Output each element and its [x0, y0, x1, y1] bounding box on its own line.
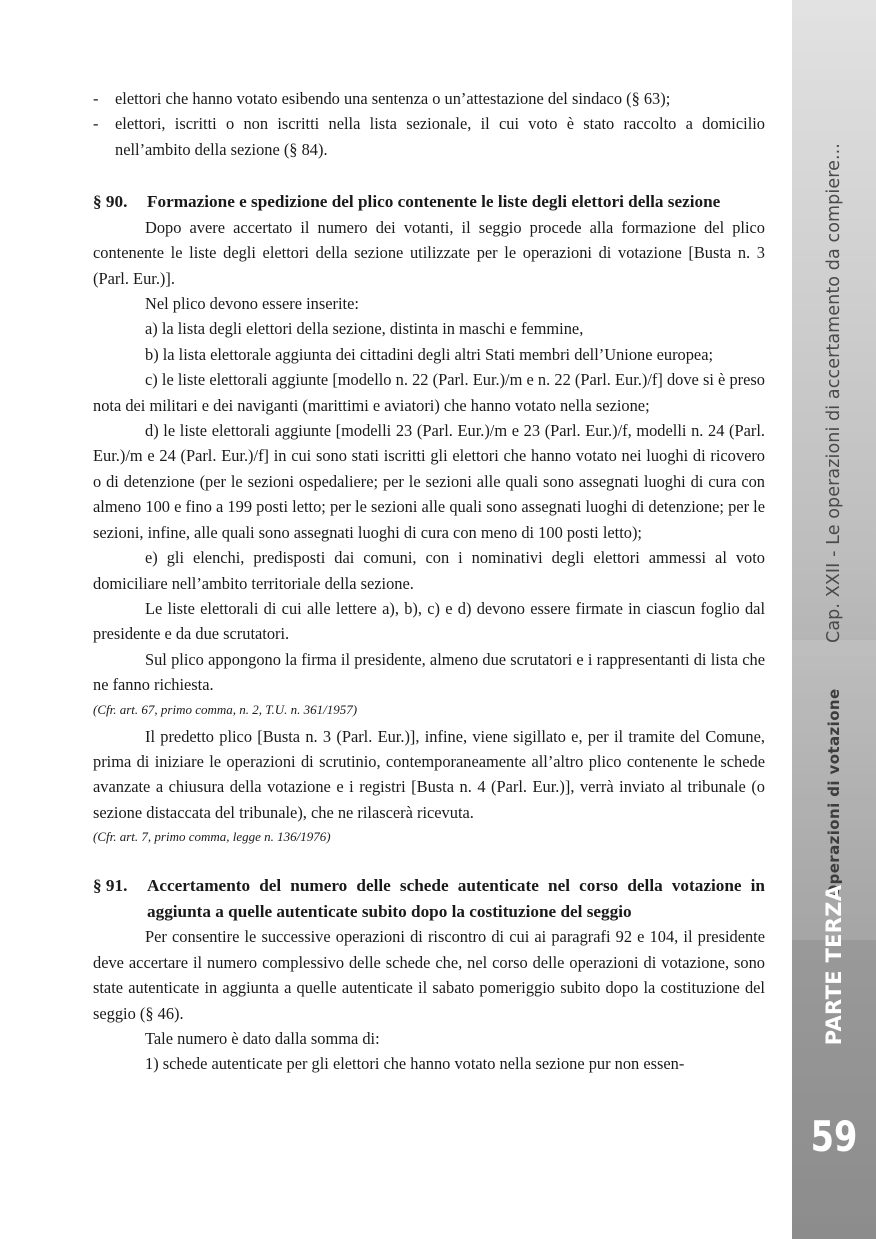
page-body	[93, 86, 765, 1077]
list-item: a) la lista degli elettori della sezione, distinta in maschi e femmine,	[145, 319, 584, 339]
list-item: e) gli elenchi, predisposti dai comuni, con i nominativi degli elettori ammessi al voto domiciliare nell’ambito territoriale della sezione.	[93, 548, 765, 593]
section-91-heading	[93, 873, 765, 924]
paragraph: Le liste elettorali di cui alle lettere a), b), c) e d) devono essere firmate in ciascun foglio dal presidente e da due scrutatori.	[93, 598, 765, 644]
section-number: § 90.	[93, 192, 128, 212]
list-item: b) la lista elettorale aggiunta dei cittadini degli altri Stati membri dell’Unione europea;	[145, 344, 714, 364]
paragraph: Nel plico devono essere inserite:	[145, 294, 359, 314]
dash-bullet: -	[93, 89, 99, 108]
sidebar-part-title: PARTE TERZA	[822, 884, 846, 1046]
list-item: d) le liste elettorali aggiunte [modelli 23 (Parl. Eur.)/m e 23 (Parl. Eur.)/f, modelli n. 24 (Parl. Eur.)/m e 24 (Parl. Eur.)/f] in cui sono stati iscritti gli elettori che hanno votato nei luoghi di ricovero o di detenzione (per le sezioni ospedaliere; per le sezioni alle quali sono assegnati luoghi di cura con almeno 100 e fino a 199 posti letto; per le sezioni alle quali sono assegnati luoghi di detenzione; per le sezioni, infine, alle quali sono assegnati luoghi di cura con meno di 100 posti letto);	[93, 421, 765, 542]
paragraph: Dopo avere accertato il numero dei votanti, il seggio procede alla formazione del plico contenente le liste degli elettori della sezione utilizzate per le operazioni di votazione [Busta n. 3 (Parl. Eur.)].	[93, 217, 765, 288]
section-90-heading	[93, 189, 765, 215]
paragraph: Il predetto plico [Busta n. 3 (Parl. Eur.)], infine, viene sigillato e, per il tramite del Comune, prima di iniziare le operazioni di scrutinio, contemporaneamente all’altro plico contenente le schede avanzate a chiusura della votazione e i registri [Busta n. 4 (Parl. Eur.)], verrà inviato al tribunale (o sezione distaccata del tribunale), che ne rilascerà ricevuta.	[93, 726, 765, 822]
section-title: Accertamento del numero delle schede autenticate nel corso della votazione in aggiunta a quelle autenticate subito dopo la costituzione del seggio	[147, 876, 765, 921]
paragraph: Sul plico appongono la firma il presidente, almeno due scrutatori e i rappresentanti di lista che ne fanno richiesta.	[93, 649, 765, 695]
section-number: § 91.	[93, 876, 128, 896]
list-item: - elettori che hanno votato esibendo una sentenza o un’attestazione del sindaco (§ 63);	[93, 86, 765, 111]
paragraph: 1) schede autenticate per gli elettori che hanno votato nella sezione pur non essen-	[145, 1054, 685, 1074]
chapter-sidebar	[792, 0, 876, 1239]
list-item: c) le liste elettorali aggiunte [modello n. 22 (Parl. Eur.)/m e n. 22 (Parl. Eur.)/f] dove si è preso nota dei militari e dei naviganti (marittimi e aviatori) che hanno votato nella sezione;	[93, 370, 765, 415]
page-number: 59	[810, 1112, 858, 1161]
list-item: - elettori, iscritti o non iscritti nella lista sezionale, il cui voto è stato raccolto a domicilio nell’ambito della sezione (§ 84).	[93, 111, 765, 162]
sidebar-chapter-title: Cap. XXII - Le operazioni di accertamento da compiere...	[824, 143, 844, 643]
section-title: Formazione e spedizione del plico contenente le liste degli elettori della sezione	[147, 192, 721, 212]
legal-reference: (Cfr. art. 67, primo comma, n. 2, T.U. n. 361/1957)	[93, 701, 358, 717]
paragraph: Tale numero è dato dalla somma di:	[145, 1028, 380, 1048]
sidebar-section-title: Operazioni di votazione	[825, 688, 843, 898]
legal-reference: (Cfr. art. 7, primo comma, legge n. 136/1976)	[93, 829, 331, 845]
paragraph: Per consentire le successive operazioni di riscontro di cui ai paragrafi 92 e 104, il presidente deve accertare il numero complessivo delle schede che, nel corso delle operazioni di votazione, sono state autenticate in aggiunta a quelle autenticate il sabato pomeriggio subito dopo la costituzione del seggio (§ 46).	[93, 927, 765, 1023]
dash-bullet: -	[93, 114, 99, 134]
